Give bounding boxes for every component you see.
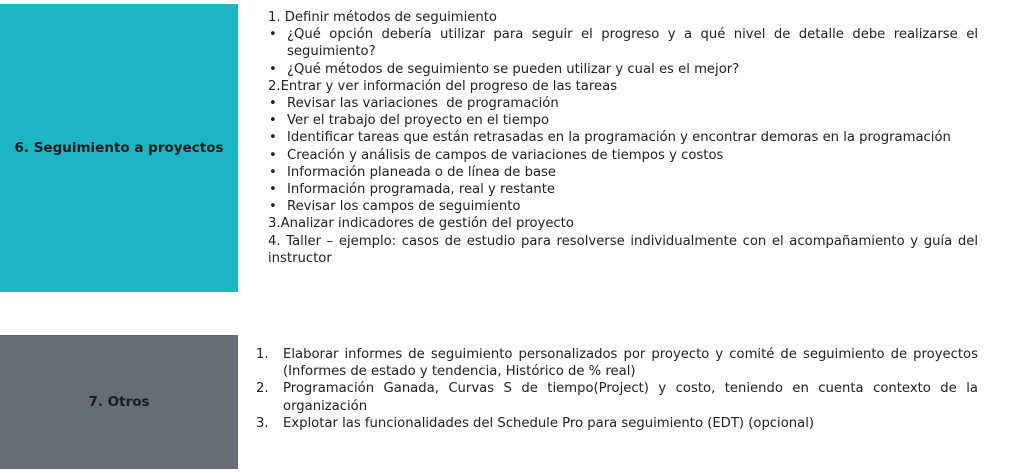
list-item-text: ¿Qué opción debería utilizar para seguir el progreso y a qué nivel de detalle debe realizarse el seguimiento? [287, 27, 978, 60]
list-item [266, 26, 978, 60]
item-number: 3. [256, 415, 269, 431]
list-item [266, 181, 978, 198]
item-number: 2. [256, 381, 269, 397]
section-6-title: 6. Seguimiento a proyectos [14, 140, 224, 156]
list-item-text: Información programada, real y restante [287, 182, 556, 198]
section-7-band [0, 335, 238, 469]
numbered-item [256, 380, 978, 414]
numbered-item [256, 346, 978, 380]
list-item-text: Ver el trabajo del proyecto en el tiempo [287, 113, 550, 129]
item-number: 1. [256, 347, 269, 362]
list-item [266, 129, 978, 146]
numbered-item [256, 415, 978, 432]
list-item [266, 164, 978, 181]
topic-heading: 2.Entrar y ver información del progreso de las tareas [268, 78, 618, 94]
topic-heading [266, 233, 978, 267]
list-item [266, 147, 978, 164]
numbered-item-text: Programación Ganada, Curvas S de tiempo(Project) y costo, teniendo en cuenta contexto de la organización [283, 381, 978, 414]
topic-heading: 3.Analizar indicadores de gestión del proyecto [268, 216, 574, 232]
list-item [266, 112, 978, 129]
list-item [266, 95, 978, 112]
list-item-text: Revisar los campos de seguimiento [287, 199, 521, 215]
topic-heading: 1. Definir métodos de seguimiento [268, 10, 497, 25]
list-item-text: Creación y análisis de campos de variaciones de tiempos y costos [287, 147, 724, 163]
numbered-item-text: Explotar las funcionalidades del Schedule Pro para seguimiento (EDT) (opcional) [283, 415, 815, 431]
list-item [266, 61, 978, 78]
list-item-text: Información planeada o de línea de base [287, 164, 557, 180]
list-item [266, 198, 978, 215]
list-item-text: Revisar las variaciones de programación [287, 96, 559, 112]
section-6-content [266, 9, 978, 267]
list-item-text: ¿Qué métodos de seguimiento se pueden utilizar y cual es el mejor? [287, 61, 740, 77]
section-7-content [256, 346, 978, 432]
numbered-item-text: Elaborar informes de seguimiento personalizados por proyecto y comité de seguimiento de proyectos (Informes de estado y tendencia, Histórico de % real) [283, 347, 978, 380]
list-item-text: Identificar tareas que están retrasadas en la programación y encontrar demoras en la programación [287, 130, 951, 146]
section-6-band [0, 4, 238, 292]
topic-heading-text: 4. Taller – ejemplo: casos de estudio para resolverse individualmente con el acompañamiento y guía del instructor [268, 233, 978, 266]
section-7-title: 7. Otros [88, 394, 150, 410]
